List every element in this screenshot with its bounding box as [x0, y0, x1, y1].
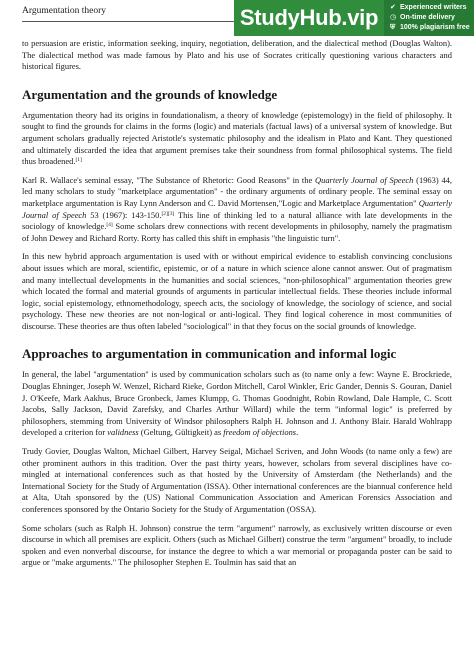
paragraph	[22, 251, 452, 332]
paragraph	[22, 110, 452, 168]
paragraph	[22, 175, 452, 245]
text-run: 53 (1967): 143-150.	[86, 209, 162, 220]
text-run: Some scholars (such as Ralph H. Johnson) construe the term "argument" narrowly, as exclusively written discourse or even discourse in which all premises are explicit. Others (such as Michael Gilbert) construe the term "argument" broadly, to include spoken and even nonverbal discourse, for instance the degree to which a war memorial or propaganda poster can be said to argue or "make arguments." The philosopher Stephen E. Toulmin has said that an	[22, 522, 452, 568]
text-run: Karl R. Wallace's seminal essay, "The Substance of Rhetoric: Good Reasons" in the	[22, 174, 316, 185]
running-title: Argumentation theory	[22, 6, 106, 16]
feature-label: 100% plagiarism free	[400, 24, 470, 31]
intro-paragraph	[22, 38, 452, 73]
text-run: In this new hybrid approach argumentation is used with or without empirical evidence to establish convincing conclusions about issues which are moral, scientific, epistemic, or of a nature in which science alone cannot answer. Out of pragmatism and many intellectual developments in the humanities and social sciences, "non-philosophical" argumentation theories grew which located the formal and material grounds of arguments in particular intellectual fields. These theories include informal logic, social epistemology, ethnomethodology, speech acts, the sociology of knowledge, the sociology of science, and social psychology. These new theories are not non-logical or anti-logical. They find logical coherence in most communities of discourse. These theories are thus often labeled "sociological" in that they focus on the social grounds of knowledge.	[22, 251, 452, 331]
text-run: Some scholars drew connections with recent developments in philosophy, namely the pragmatism of John Dewey and Richard Rorty. Rorty has called this shift in emphasis "the linguistic turn".	[22, 221, 452, 243]
journal-title: Quarterly Journal of Speech	[315, 174, 414, 185]
citation-link[interactable]: [1]	[75, 157, 82, 164]
studyhub-banner[interactable]	[234, 0, 474, 36]
feature-list	[384, 0, 474, 36]
text-run: (Geltung, Gültigkeit) as	[138, 427, 224, 438]
feature-label: Experienced writers	[400, 4, 467, 11]
article-body	[22, 38, 452, 576]
text-run: to persuasion are eristic, information seeking, inquiry, negotiation, deliberation, and the dialectical method (Douglas Walton). The dialectical method was made famous by Plato and his use of Socrates critically questioning various characters and historical figures.	[22, 38, 452, 72]
feature-label: On-time delivery	[400, 14, 455, 21]
feature-item	[390, 3, 474, 13]
text-run: Trudy Govier, Douglas Walton, Michael Gilbert, Harvey Seigal, Michael Scriven, and John Woods (to name only a few) are other prominent authors in this tradition. Over the past thirty years, however, scholars from several disciplines have co-mingled at international conferences such as that hosted by the University of Amsterdam (the Netherlands) and the International Society for the Study of Argumentation (ISSA). Other international conferences are the biannual conference held at Alta, Utah sponsored by the (US) National Communication Association and American Forensics Association and conferences sponsored by the Ontario Society for the Study of Argumentation (OSSA).	[22, 446, 452, 514]
text-run: (1963) 44, led many scholars to study "marketplace argumentation" - the ordinary arguments of ordinary people. The seminal essay on marketplace argumentation is Ray Lynn Anderson and C. David Mortensen,"Logic and Marketplace Argumentation"	[22, 174, 452, 208]
text-run: This line of thinking led to a natural alliance with late developments in the sociology of knowledge.	[22, 209, 453, 232]
italic-term: validness	[107, 427, 139, 438]
shield-icon: ⛨	[390, 24, 396, 31]
text-run: In general, the label "argumentation" is used by communication scholars such as (to name only a few: Wayne E. Brockriede, Douglas Ehninger, Joseph W. Wenzel, Richard Rieke, Gordon Mitchell, Carol Winkler, Eric Gander, Dennis S. Gouran, Daniel J. O'Keefe, Mark Aakhus, Bruce Gronbeck, James Klumpp, G. Thomas Goodnight, Robin Rowland, Dale Hample, C. Scott Jacobs, Sally Jackson, David Zarefsky, and Charles Arthur Willard) while the term "informal logic" is preferred by philosophers, stemming from University of Windsor philosophers Ralph H. Johnson and J. Anthony Blair. Harald Wohlrapp developed a criterion for	[22, 369, 452, 438]
text-run: Argumentation theory had its origins in foundationalism, a theory of knowledge (epistemology) in the field of philosophy. It sought to find the grounds for claims in the forms (logic) and materials (factual laws) of a universal system of knowledge. But argument scholars gradually rejected Aristotle's systematic philosophy and the idealism in Plato and Kant. They questioned and ultimately discarded the idea that argument premises take their soundness from formal philosophical systems. The field thus broadened.	[22, 109, 452, 167]
section-heading-approaches: Approaches to argumentation in communication and informal logic	[22, 346, 397, 362]
feature-item	[390, 13, 474, 23]
paragraph	[22, 369, 452, 439]
paragraph	[22, 523, 452, 569]
citation-link[interactable]: [4]	[106, 222, 113, 229]
feature-item	[390, 23, 474, 33]
paragraph	[22, 446, 452, 516]
section-heading-grounds-of-knowledge: Argumentation and the grounds of knowledge	[22, 86, 278, 102]
clock-icon: ◷	[390, 14, 397, 21]
check-icon: ✔	[390, 4, 396, 11]
text-run: .	[296, 427, 299, 438]
brand-logo: StudyHub.vip	[239, 5, 379, 30]
citation-link[interactable]: [2][3]	[161, 210, 175, 217]
italic-term: freedom of objections	[223, 427, 297, 438]
journal-title: Quarterly Journal of Speech	[22, 197, 452, 220]
